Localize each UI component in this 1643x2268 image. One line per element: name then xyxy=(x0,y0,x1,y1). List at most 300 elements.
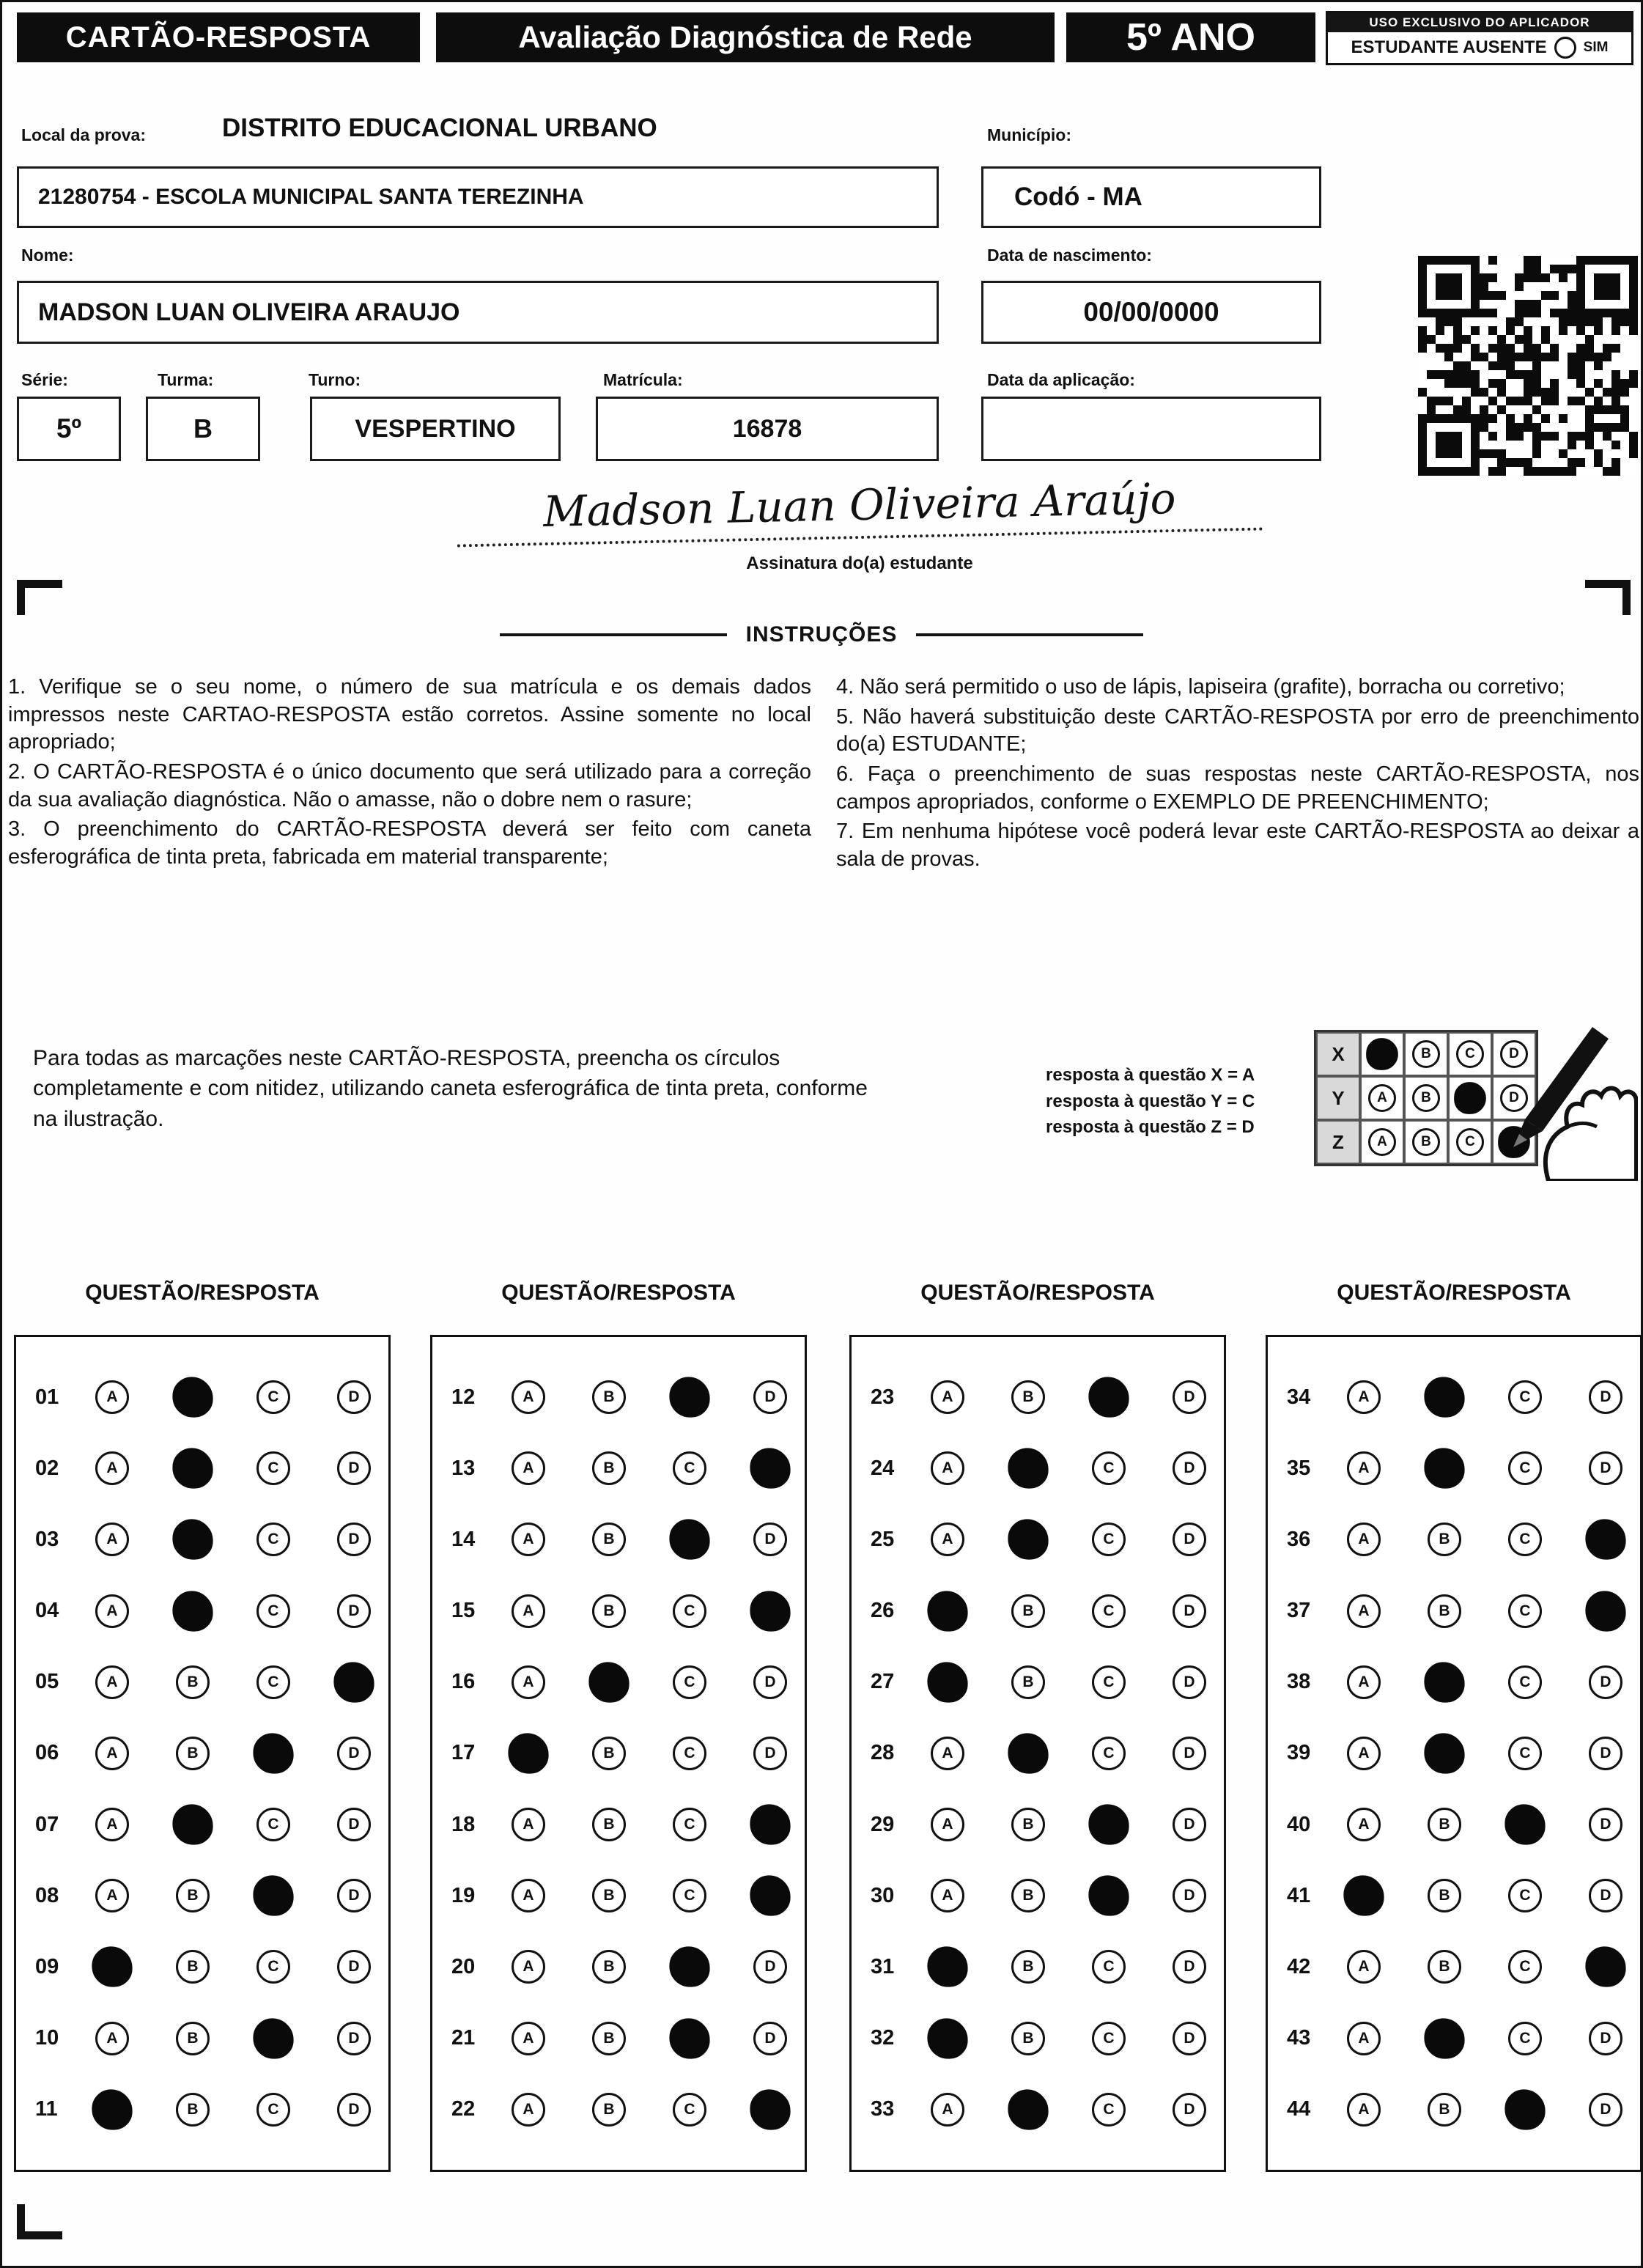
list-item-text: resposta à questão Z = D xyxy=(1046,1117,1255,1138)
answer-row-31 xyxy=(852,1950,1224,1984)
answer-row-18 xyxy=(432,1808,805,1841)
answer-bubble-44-C[interactable] xyxy=(1504,2089,1545,2129)
answer-row-12 xyxy=(432,1380,805,1414)
student-absent-bubble[interactable] xyxy=(1554,37,1576,59)
answer-column-title: QUESTÃO/RESPOSTA xyxy=(85,1281,320,1305)
answer-bubble-24-D[interactable]: D xyxy=(1173,1451,1206,1485)
answer-bubble-36-B[interactable]: B xyxy=(1428,1523,1461,1556)
answer-bubble-03-A[interactable]: A xyxy=(95,1523,129,1556)
municipio-field: Codó - MA xyxy=(981,166,1321,228)
corner-bracket-bottom-left xyxy=(17,2204,62,2239)
answer-bubble-15-C[interactable]: C xyxy=(673,1594,706,1628)
example-row-label: Y xyxy=(1316,1076,1360,1120)
nascimento-label: Data de nascimento: xyxy=(987,246,1152,265)
answer-bubble-18-B[interactable]: B xyxy=(592,1808,626,1841)
answer-row-14 xyxy=(432,1523,805,1556)
question-number: 08 xyxy=(35,1883,59,1907)
answer-bubble-41-C[interactable]: C xyxy=(1508,1879,1542,1912)
answer-bubble-27-D[interactable]: D xyxy=(1173,1665,1206,1699)
answer-bubble-43-A[interactable]: A xyxy=(1347,2022,1381,2055)
example-row-label: X xyxy=(1316,1032,1360,1076)
answer-bubble-13-A[interactable]: A xyxy=(512,1451,545,1485)
answer-bubble-41-D[interactable]: D xyxy=(1589,1879,1622,1912)
turma-label: Turma: xyxy=(158,370,214,389)
example-bubble-Y-A[interactable]: A xyxy=(1368,1084,1396,1112)
grade-badge: 5º ANO xyxy=(1066,12,1315,62)
answer-bubble-31-B[interactable]: B xyxy=(1011,1950,1045,1984)
instructions-right-column xyxy=(836,674,1639,876)
answer-bubble-37-D[interactable] xyxy=(1585,1591,1625,1631)
answer-bubble-34-B[interactable] xyxy=(1424,1377,1464,1418)
answer-bubble-10-C[interactable] xyxy=(253,2018,293,2058)
turno-field: VESPERTINO xyxy=(310,397,561,461)
applicator-box-header: USO EXCLUSIVO DO APLICADOR xyxy=(1328,13,1631,32)
answer-bubble-04-B[interactable] xyxy=(172,1591,213,1631)
answer-bubble-13-D[interactable] xyxy=(750,1448,790,1489)
example-cell xyxy=(1360,1076,1404,1120)
answer-bubble-13-C[interactable]: C xyxy=(673,1451,706,1485)
answer-bubble-08-D[interactable]: D xyxy=(337,1879,371,1912)
answer-row-08 xyxy=(16,1879,388,1912)
answer-bubble-15-B[interactable]: B xyxy=(592,1594,626,1628)
instructions-header xyxy=(2,622,1641,647)
question-number: 42 xyxy=(1287,1954,1311,1978)
answer-bubble-34-C[interactable]: C xyxy=(1508,1380,1542,1414)
question-number: 40 xyxy=(1287,1812,1311,1836)
answer-row-32 xyxy=(852,2022,1224,2055)
student-absent-label: ESTUDANTE AUSENTE xyxy=(1351,37,1547,57)
question-number: 16 xyxy=(451,1670,476,1694)
answer-bubble-05-D[interactable] xyxy=(333,1662,374,1702)
answer-bubble-03-D[interactable]: D xyxy=(337,1523,371,1556)
example-cell xyxy=(1404,1032,1448,1076)
instructions-left-column xyxy=(8,674,811,876)
instructions-body xyxy=(8,674,1639,876)
answer-bubble-08-A[interactable]: A xyxy=(95,1879,129,1912)
answer-column xyxy=(1266,1281,1642,2172)
answer-bubble-18-D[interactable] xyxy=(750,1804,790,1844)
answer-bubble-21-A[interactable]: A xyxy=(512,2022,545,2055)
answer-bubble-21-C[interactable] xyxy=(669,2018,709,2058)
answer-bubble-11-C[interactable]: C xyxy=(256,2093,290,2127)
answer-row-09 xyxy=(16,1950,388,1984)
answer-bubble-19-B[interactable]: B xyxy=(592,1879,626,1912)
answer-bubble-15-A[interactable]: A xyxy=(512,1594,545,1628)
answer-bubble-36-C[interactable]: C xyxy=(1508,1523,1542,1556)
answer-bubble-11-A[interactable] xyxy=(92,2089,132,2129)
example-bubble-Z-C[interactable]: C xyxy=(1456,1128,1484,1156)
answer-bubble-14-B[interactable]: B xyxy=(592,1523,626,1556)
question-number: 29 xyxy=(871,1812,895,1836)
answer-bubble-27-A[interactable] xyxy=(927,1662,967,1702)
answer-bubble-37-A[interactable]: A xyxy=(1347,1594,1381,1628)
answer-bubble-29-A[interactable]: A xyxy=(931,1808,964,1841)
answer-bubble-30-A[interactable]: A xyxy=(931,1879,964,1912)
example-row-label: Z xyxy=(1316,1120,1360,1164)
answer-bubble-38-D[interactable]: D xyxy=(1589,1665,1622,1699)
answer-bubble-31-C[interactable]: C xyxy=(1092,1950,1126,1984)
answer-bubble-43-C[interactable]: C xyxy=(1508,2022,1542,2055)
answer-bubble-18-C[interactable]: C xyxy=(673,1808,706,1841)
answer-bubble-05-A[interactable]: A xyxy=(95,1665,129,1699)
example-cell xyxy=(1448,1076,1492,1120)
question-number: 39 xyxy=(1287,1741,1311,1765)
answer-bubble-11-B[interactable]: B xyxy=(176,2093,210,2127)
answer-bubble-24-C[interactable]: C xyxy=(1092,1451,1126,1485)
answer-bubble-42-C[interactable]: C xyxy=(1508,1950,1542,1984)
instructions-title: INSTRUÇÕES xyxy=(745,622,898,647)
answer-bubble-12-D[interactable]: D xyxy=(753,1380,787,1414)
example-bubble-X-C[interactable]: C xyxy=(1456,1040,1484,1068)
answer-bubble-24-B[interactable] xyxy=(1008,1448,1048,1489)
answer-bubble-09-D[interactable]: D xyxy=(337,1950,371,1984)
answer-bubble-02-C[interactable]: C xyxy=(256,1451,290,1485)
answer-bubble-41-A[interactable] xyxy=(1343,1876,1384,1916)
answer-bubble-44-B[interactable]: B xyxy=(1428,2093,1461,2127)
list-item-text: 6. Faça o preenchimento de suas respostas neste CARTÃO-RESPOSTA, nos campos apropriados, conforme o EXEMPLO DE PREENCHIMENTO; xyxy=(836,762,1639,814)
list-item-text: 7. Em nenhuma hipótese você poderá levar este CARTÃO-RESPOSTA ao deixar a sala de provas. xyxy=(836,820,1639,872)
answer-bubble-43-D[interactable]: D xyxy=(1589,2022,1622,2055)
answer-row-33 xyxy=(852,2093,1224,2127)
answer-row-36 xyxy=(1268,1523,1640,1556)
answer-bubble-23-A[interactable]: A xyxy=(931,1380,964,1414)
answer-bubble-16-A[interactable]: A xyxy=(512,1665,545,1699)
answer-bubble-01-C[interactable]: C xyxy=(256,1380,290,1414)
answer-bubble-07-D[interactable]: D xyxy=(337,1808,371,1841)
answer-bubble-21-B[interactable]: B xyxy=(592,2022,626,2055)
answer-bubble-10-A[interactable]: A xyxy=(95,2022,129,2055)
student-name-field: MADSON LUAN OLIVEIRA ARAUJO xyxy=(17,281,939,344)
answer-bubble-17-B[interactable]: B xyxy=(592,1737,626,1770)
question-number: 13 xyxy=(451,1456,476,1480)
application-date-field xyxy=(981,397,1321,461)
answer-row-44 xyxy=(1268,2093,1640,2127)
answer-bubble-17-D[interactable]: D xyxy=(753,1737,787,1770)
answer-bubble-10-D[interactable]: D xyxy=(337,2022,371,2055)
answer-bubble-08-B[interactable]: B xyxy=(176,1879,210,1912)
answer-bubble-17-C[interactable]: C xyxy=(673,1737,706,1770)
answer-bubble-04-D[interactable]: D xyxy=(337,1594,371,1628)
answer-column xyxy=(430,1281,807,2172)
answer-bubble-14-D[interactable]: D xyxy=(753,1523,787,1556)
answer-bubble-06-C[interactable] xyxy=(253,1733,293,1773)
answer-bubble-17-A[interactable] xyxy=(508,1733,548,1773)
local-value: DISTRITO EDUCACIONAL URBANO xyxy=(222,114,657,142)
aplicacao-label: Data da aplicação: xyxy=(987,370,1135,389)
example-bubble-Y-D[interactable]: D xyxy=(1500,1084,1528,1112)
answer-bubble-05-B[interactable]: B xyxy=(176,1665,210,1699)
answer-row-40 xyxy=(1268,1808,1640,1841)
answer-row-20 xyxy=(432,1950,805,1984)
question-number: 23 xyxy=(871,1385,895,1409)
answer-bubble-37-B[interactable]: B xyxy=(1428,1594,1461,1628)
answer-bubble-32-B[interactable]: B xyxy=(1011,2022,1045,2055)
answer-row-21 xyxy=(432,2022,805,2055)
answer-bubble-40-C[interactable] xyxy=(1504,1804,1545,1844)
answer-bubble-33-C[interactable]: C xyxy=(1092,2093,1126,2127)
example-bubble-Y-B[interactable]: B xyxy=(1412,1084,1440,1112)
answer-bubble-16-B[interactable] xyxy=(588,1662,629,1702)
answer-bubble-43-B[interactable] xyxy=(1424,2018,1464,2058)
answer-bubble-01-B[interactable] xyxy=(172,1377,213,1418)
answer-bubble-10-B[interactable]: B xyxy=(176,2022,210,2055)
divider-line xyxy=(500,633,727,636)
answer-bubble-14-A[interactable]: A xyxy=(512,1523,545,1556)
student-signature: Madson Luan Oliveira Araújo xyxy=(456,471,1263,547)
answer-bubble-39-C[interactable]: C xyxy=(1508,1737,1542,1770)
answer-bubble-27-C[interactable]: C xyxy=(1092,1665,1126,1699)
turma-field: B xyxy=(146,397,260,461)
answer-row-30 xyxy=(852,1879,1224,1912)
answer-bubble-44-D[interactable]: D xyxy=(1589,2093,1622,2127)
answer-bubble-12-C[interactable] xyxy=(669,1377,709,1418)
example-cell xyxy=(1360,1120,1404,1164)
answer-bubble-33-D[interactable]: D xyxy=(1173,2093,1206,2127)
example-instructions-text: Para todas as marcações neste CARTÃO-RESPOSTA, preencha os círculos completamente e com nitidez, utilizando caneta esferográfica de tinta preta, conforme na ilustração. xyxy=(33,1046,868,1131)
answer-row-11 xyxy=(16,2093,388,2127)
answer-bubble-23-C[interactable] xyxy=(1088,1377,1129,1418)
answer-bubble-41-B[interactable]: B xyxy=(1428,1879,1461,1912)
answer-bubble-42-A[interactable]: A xyxy=(1347,1950,1381,1984)
answer-bubble-15-D[interactable] xyxy=(750,1591,790,1631)
answer-bubble-07-B[interactable] xyxy=(172,1804,213,1844)
answer-bubble-02-B[interactable] xyxy=(172,1448,213,1489)
answer-bubble-38-C[interactable]: C xyxy=(1508,1665,1542,1699)
question-number: 18 xyxy=(451,1812,476,1836)
answer-row-16 xyxy=(432,1665,805,1699)
answer-bubble-23-D[interactable]: D xyxy=(1173,1380,1206,1414)
signature-label: Assinatura do(a) estudante xyxy=(746,553,973,573)
list-item-text: resposta à questão X = A xyxy=(1046,1065,1255,1085)
answer-bubble-19-D[interactable] xyxy=(750,1876,790,1916)
answer-bubble-28-B[interactable] xyxy=(1008,1733,1048,1773)
answer-bubble-30-D[interactable]: D xyxy=(1173,1879,1206,1912)
answer-bubble-32-A[interactable] xyxy=(927,2018,967,2058)
question-number: 03 xyxy=(35,1527,59,1551)
answer-bubble-27-B[interactable]: B xyxy=(1011,1665,1045,1699)
answer-column xyxy=(14,1281,391,2172)
answer-bubble-24-A[interactable]: A xyxy=(931,1451,964,1485)
answer-bubble-31-D[interactable]: D xyxy=(1173,1950,1206,1984)
answer-bubble-18-A[interactable]: A xyxy=(512,1808,545,1841)
question-number: 27 xyxy=(871,1670,895,1694)
example-bubble-Y-C[interactable] xyxy=(1454,1082,1486,1114)
answer-bubble-40-D[interactable]: D xyxy=(1589,1808,1622,1841)
answer-bubble-01-A[interactable]: A xyxy=(95,1380,129,1414)
answer-row-10 xyxy=(16,2022,388,2055)
answer-bubble-04-A[interactable]: A xyxy=(95,1594,129,1628)
answer-row-02 xyxy=(16,1451,388,1485)
answer-row-19 xyxy=(432,1879,805,1912)
example-bubble-Z-A[interactable]: A xyxy=(1368,1128,1396,1156)
answer-row-05 xyxy=(16,1665,388,1699)
list-item-text: resposta à questão Y = C xyxy=(1046,1091,1255,1111)
assessment-name: Avaliação Diagnóstica de Rede xyxy=(436,12,1055,62)
list-item-text: 2. O CARTÃO-RESPOSTA é o único documento que será utilizado para a correção da sua avaliação diagnóstica. Não o amasse, não o dobre nem o rasure; xyxy=(8,760,811,811)
answer-bubble-06-B[interactable]: B xyxy=(176,1737,210,1770)
answer-bubble-28-D[interactable]: D xyxy=(1173,1737,1206,1770)
school-field: 21280754 - ESCOLA MUNICIPAL SANTA TEREZINHA xyxy=(17,166,939,228)
answer-row-41 xyxy=(1268,1879,1640,1912)
answer-bubble-40-A[interactable]: A xyxy=(1347,1808,1381,1841)
answer-row-23 xyxy=(852,1380,1224,1414)
answer-bubble-36-A[interactable]: A xyxy=(1347,1523,1381,1556)
question-number: 20 xyxy=(451,1954,476,1978)
answer-bubble-34-A[interactable]: A xyxy=(1347,1380,1381,1414)
answer-row-15 xyxy=(432,1594,805,1628)
serie-field: 5º xyxy=(17,397,121,461)
answer-bubble-42-B[interactable]: B xyxy=(1428,1950,1461,1984)
answer-bubble-28-C[interactable]: C xyxy=(1092,1737,1126,1770)
answer-bubble-09-C[interactable]: C xyxy=(256,1950,290,1984)
question-number: 11 xyxy=(35,2097,58,2121)
answer-column-title: QUESTÃO/RESPOSTA xyxy=(1337,1281,1571,1305)
question-number: 04 xyxy=(35,1599,59,1623)
question-number: 38 xyxy=(1287,1670,1311,1694)
answer-bubble-06-D[interactable]: D xyxy=(337,1737,371,1770)
answer-bubble-39-B[interactable] xyxy=(1424,1733,1464,1773)
matricula-field: 16878 xyxy=(596,397,939,461)
answer-bubble-36-D[interactable] xyxy=(1585,1520,1625,1560)
answer-bubble-12-A[interactable]: A xyxy=(512,1380,545,1414)
answer-bubble-32-C[interactable]: C xyxy=(1092,2022,1126,2055)
example-legend xyxy=(1046,1062,1255,1141)
serie-label: Série: xyxy=(21,370,68,389)
answer-bubble-13-B[interactable]: B xyxy=(592,1451,626,1485)
question-number: 02 xyxy=(35,1456,59,1480)
answer-bubble-19-C[interactable]: C xyxy=(673,1879,706,1912)
answer-bubble-29-C[interactable] xyxy=(1088,1804,1129,1844)
question-number: 30 xyxy=(871,1883,895,1907)
question-number: 07 xyxy=(35,1812,59,1836)
example-bubble-X-A[interactable] xyxy=(1366,1038,1398,1070)
answer-bubble-19-A[interactable]: A xyxy=(512,1879,545,1912)
answer-bubble-23-B[interactable]: B xyxy=(1011,1380,1045,1414)
answer-row-22 xyxy=(432,2093,805,2127)
question-number: 41 xyxy=(1287,1883,1311,1907)
answer-row-27 xyxy=(852,1665,1224,1699)
answer-bubble-39-D[interactable]: D xyxy=(1589,1737,1622,1770)
answer-bubble-39-A[interactable]: A xyxy=(1347,1737,1381,1770)
answer-bubble-35-C[interactable]: C xyxy=(1508,1451,1542,1485)
answer-bubble-20-A[interactable]: A xyxy=(512,1950,545,1984)
answer-bubble-01-D[interactable]: D xyxy=(337,1380,371,1414)
answer-bubble-14-C[interactable] xyxy=(669,1520,709,1560)
answer-bubble-06-A[interactable]: A xyxy=(95,1737,129,1770)
answer-bubble-35-A[interactable]: A xyxy=(1347,1451,1381,1485)
answer-bubble-04-C[interactable]: C xyxy=(256,1594,290,1628)
answer-bubble-34-D[interactable]: D xyxy=(1589,1380,1622,1414)
answer-bubble-38-A[interactable]: A xyxy=(1347,1665,1381,1699)
question-number: 36 xyxy=(1287,1527,1311,1551)
answer-row-38 xyxy=(1268,1665,1640,1699)
question-number: 22 xyxy=(451,2097,476,2121)
answer-bubble-20-D[interactable]: D xyxy=(753,1950,787,1984)
answer-bubble-09-B[interactable]: B xyxy=(176,1950,210,1984)
question-number: 44 xyxy=(1287,2097,1311,2121)
answer-bubble-30-B[interactable]: B xyxy=(1011,1879,1045,1912)
answer-box xyxy=(1266,1335,1642,2172)
answer-bubble-30-C[interactable] xyxy=(1088,1876,1129,1916)
answer-bubble-25-B[interactable] xyxy=(1008,1520,1048,1560)
answer-bubble-28-A[interactable]: A xyxy=(931,1737,964,1770)
answer-row-37 xyxy=(1268,1594,1640,1628)
answer-bubble-03-B[interactable] xyxy=(172,1520,213,1560)
answer-bubble-21-D[interactable]: D xyxy=(753,2022,787,2055)
question-number: 12 xyxy=(451,1385,476,1409)
answer-bubble-26-A[interactable] xyxy=(927,1591,967,1631)
answer-bubble-40-B[interactable]: B xyxy=(1428,1808,1461,1841)
answer-bubble-25-A[interactable]: A xyxy=(931,1523,964,1556)
answer-bubble-42-D[interactable] xyxy=(1585,1947,1625,1987)
example-bubble-X-B[interactable]: B xyxy=(1412,1040,1440,1068)
answer-bubble-37-C[interactable]: C xyxy=(1508,1594,1542,1628)
answer-bubble-05-C[interactable]: C xyxy=(256,1665,290,1699)
answer-bubble-29-B[interactable]: B xyxy=(1011,1808,1045,1841)
answer-bubble-11-D[interactable]: D xyxy=(337,2093,371,2127)
question-number: 10 xyxy=(35,2026,59,2050)
answer-bubble-08-C[interactable] xyxy=(253,1876,293,1916)
answer-bubble-02-A[interactable]: A xyxy=(95,1451,129,1485)
answer-bubble-12-B[interactable]: B xyxy=(592,1380,626,1414)
answer-bubble-29-D[interactable]: D xyxy=(1173,1808,1206,1841)
answer-bubble-35-D[interactable]: D xyxy=(1589,1451,1622,1485)
answer-bubble-31-A[interactable] xyxy=(927,1947,967,1987)
answer-bubble-22-C[interactable]: C xyxy=(673,2093,706,2127)
answer-row-07 xyxy=(16,1808,388,1841)
question-number: 06 xyxy=(35,1741,59,1765)
answer-bubble-26-C[interactable]: C xyxy=(1092,1594,1126,1628)
answer-bubble-32-D[interactable]: D xyxy=(1173,2022,1206,2055)
answer-bubble-22-B[interactable]: B xyxy=(592,2093,626,2127)
answer-bubble-33-B[interactable] xyxy=(1008,2089,1048,2129)
answer-bubble-20-C[interactable] xyxy=(669,1947,709,1987)
answer-bubble-44-A[interactable]: A xyxy=(1347,2093,1381,2127)
answer-bubble-02-D[interactable]: D xyxy=(337,1451,371,1485)
answer-bubble-09-A[interactable] xyxy=(92,1947,132,1987)
matricula-label: Matrícula: xyxy=(603,370,683,389)
list-item-text: 3. O preenchimento do CARTÃO-RESPOSTA deverá ser feito com caneta esferográfica de tinta preta, fabricada em material transparente; xyxy=(8,817,811,869)
answer-bubble-25-C[interactable]: C xyxy=(1092,1523,1126,1556)
answer-bubble-35-B[interactable] xyxy=(1424,1448,1464,1489)
answer-bubble-03-C[interactable]: C xyxy=(256,1523,290,1556)
answer-row-43 xyxy=(1268,2022,1640,2055)
answer-row-35 xyxy=(1268,1451,1640,1485)
answer-bubble-22-D[interactable] xyxy=(750,2089,790,2129)
example-bubble-X-D[interactable]: D xyxy=(1500,1040,1528,1068)
answer-bubble-22-A[interactable]: A xyxy=(512,2093,545,2127)
answer-row-17 xyxy=(432,1737,805,1770)
answer-bubble-07-A[interactable]: A xyxy=(95,1808,129,1841)
answer-box xyxy=(14,1335,391,2172)
answer-bubble-07-C[interactable]: C xyxy=(256,1808,290,1841)
answer-bubble-16-D[interactable]: D xyxy=(753,1665,787,1699)
answer-row-28 xyxy=(852,1737,1224,1770)
answer-bubble-26-B[interactable]: B xyxy=(1011,1594,1045,1628)
answer-column xyxy=(849,1281,1226,2172)
form-title: CARTÃO-RESPOSTA xyxy=(17,12,420,62)
answer-row-42 xyxy=(1268,1950,1640,1984)
example-bubble-Z-B[interactable]: B xyxy=(1412,1128,1440,1156)
answer-bubble-26-D[interactable]: D xyxy=(1173,1594,1206,1628)
answer-bubble-33-A[interactable]: A xyxy=(931,2093,964,2127)
answer-row-13 xyxy=(432,1451,805,1485)
answer-bubble-38-B[interactable] xyxy=(1424,1662,1464,1702)
question-number: 34 xyxy=(1287,1385,1311,1409)
answer-bubble-25-D[interactable]: D xyxy=(1173,1523,1206,1556)
answer-bubble-16-C[interactable]: C xyxy=(673,1665,706,1699)
answer-bubble-20-B[interactable]: B xyxy=(592,1950,626,1984)
